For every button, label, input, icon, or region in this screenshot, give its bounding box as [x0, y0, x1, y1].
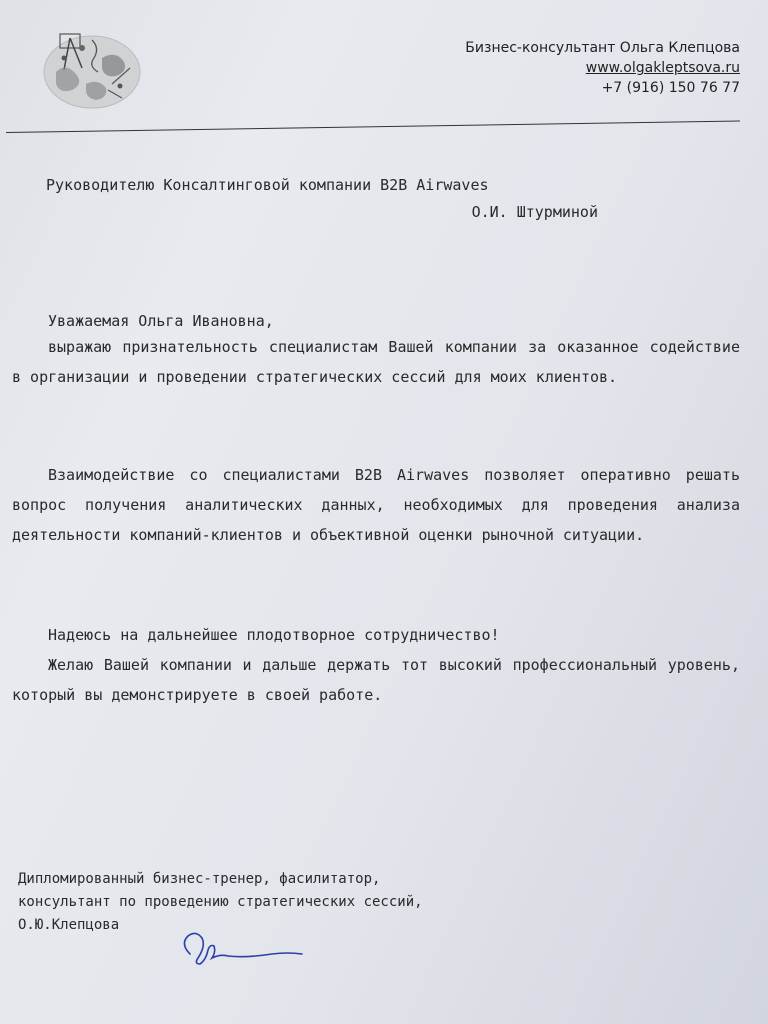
phone-number: +7 (916) 150 76 77: [601, 80, 740, 96]
addressee-line-2: О.И. Штурминой: [471, 203, 598, 221]
signer-title-line-2: консультант по проведению стратегических сессий,: [18, 894, 423, 910]
letter-greeting: Уважаемая Ольга Ивановна,: [48, 312, 274, 330]
header-contact-block: [465, 38, 740, 98]
letter-paragraph-4: Желаю Вашей компании и дальше держать тот высокий профессиональный уровень, который вы демонстрируете в своей работе.: [12, 656, 740, 704]
addressee-block: [46, 172, 606, 226]
compass-drawing-logo: [42, 28, 142, 110]
letter-closing: [12, 620, 740, 710]
letter-paragraph-2: Взаимодействие со специалистами B2B Airwaves позволяет оперативно решать вопрос получения аналитических данных, необходимых для проведения анализа деятельности компаний-клиентов и объективной оценки рыночной ситуации.: [12, 466, 740, 544]
letter-paragraph-3: Надеюсь на дальнейшее плодотворное сотрудничество!: [48, 626, 500, 644]
signer-name: О.Ю.Клепцова: [18, 917, 120, 933]
consultant-name: Бизнес-консультант Ольга Клепцова: [465, 40, 740, 56]
addressee-line-1: Руководителю Консалтинговой компании B2B Airwaves: [46, 176, 489, 194]
signer-title-line-1: Дипломированный бизнес-тренер, фасилитатор,: [18, 871, 381, 887]
header-divider: [6, 120, 740, 133]
letter-paragraph-1: выражаю признательность специалистам Вашей компании за оказанное содействие в организации и проведении стратегических сессий для моих клиентов.: [12, 338, 740, 386]
handwritten-signature: [176, 924, 316, 972]
website-link[interactable]: www.olgakleptsova.ru: [585, 60, 740, 76]
